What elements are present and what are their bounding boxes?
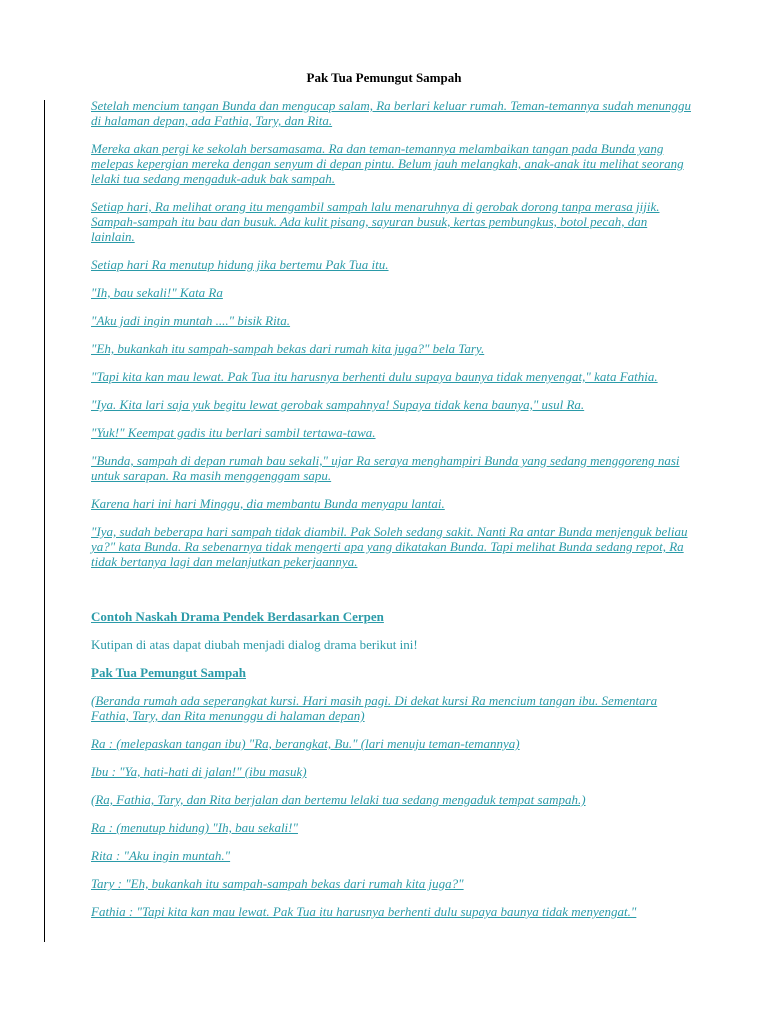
drama-line[interactable]: Fathia : "Tapi kita kan mau lewat. Pak Tua itu harusnya berhenti dulu supaya baunya tidak menyengat." xyxy=(91,904,637,919)
story-paragraph[interactable]: "Iya. Kita lari saja yuk begitu lewat gerobak sampahnya! Supaya tidak kena baunya," usul Ra. xyxy=(91,397,585,412)
document-title: Pak Tua Pemungut Sampah xyxy=(306,70,462,85)
story-paragraph[interactable]: "Tapi kita kan mau lewat. Pak Tua itu harusnya berhenti dulu supaya baunya tidak menyengat," kata Fathia. xyxy=(91,369,658,384)
drama-line[interactable]: Ra : (melepaskan tangan ibu) "Ra, berangkat, Bu." (lari menuju teman-temannya) xyxy=(91,736,520,751)
story-paragraph[interactable]: "Bunda, sampah di depan rumah bau sekali," ujar Ra seraya menghampiri Bunda yang sedang menggoreng nasi untuk sarapan. Ra masih menggenggam sapu. xyxy=(91,453,680,483)
story-paragraph[interactable]: "Yuk!" Keempat gadis itu berlari sambil tertawa-tawa. xyxy=(91,425,376,440)
story-paragraph[interactable]: Karena hari ini hari Minggu, dia membantu Bunda menyapu lantai. xyxy=(91,496,445,511)
story-paragraph[interactable]: "Eh, bukankah itu sampah-sampah bekas dari rumah kita juga?" bela Tary. xyxy=(91,341,485,356)
story-paragraph[interactable]: "Iya, sudah beberapa hari sampah tidak diambil. Pak Soleh sedang sakit. Nanti Ra antar Bunda menjenguk beliau ya?" kata Bunda. Ra sebenarnya tidak mengerti apa yang dikatakan Bunda. Tapi melihat Bunda sedang repot, Ra tidak bertanya lagi dan melanjutkan pekerjaannya. xyxy=(91,524,688,569)
drama-line[interactable]: Ibu : "Ya, hati-hati di jalan!" (ibu masuk) xyxy=(91,764,307,779)
story-paragraph[interactable]: Setelah mencium tangan Bunda dan mengucap salam, Ra berlari keluar rumah. Teman-temannya sudah menunggu di halaman depan, ada Fathia, Tary, dan Rita. xyxy=(91,98,691,128)
story-paragraph[interactable]: Setiap hari, Ra melihat orang itu mengambil sampah lalu menaruhnya di gerobak dorong tanpa merasa jijik. Sampah-sampah itu bau dan busuk. Ada kulit pisang, sayuran busuk, kertas pembungkus, botol pecah, dan lainlain. xyxy=(91,199,660,244)
story-paragraph[interactable]: Setiap hari Ra menutup hidung jika bertemu Pak Tua itu. xyxy=(91,257,389,272)
story-paragraph[interactable]: "Aku jadi ingin muntah ...." bisik Rita. xyxy=(91,313,291,328)
story-paragraph[interactable]: Mereka akan pergi ke sekolah bersamasama. Ra dan teman-temannya melambaikan tangan pada Bunda yang melepas kepergian mereka dengan senyum di depan pintu. Belum jauh melangkah, anak-anak itu melihat seorang lelaki tua sedang mengaduk-aduk bak sampah. xyxy=(91,141,684,186)
section-heading[interactable]: Contoh Naskah Drama Pendek Berdasarkan Cerpen xyxy=(91,609,384,624)
drama-title[interactable]: Pak Tua Pemungut Sampah xyxy=(91,665,246,680)
drama-line[interactable]: Ra : (menutup hidung) "Ih, bau sekali!" xyxy=(91,820,298,835)
drama-line[interactable]: (Ra, Fathia, Tary, dan Rita berjalan dan bertemu lelaki tua sedang mengaduk tempat sampah.) xyxy=(91,792,586,807)
margin-rule xyxy=(44,100,45,942)
drama-line[interactable]: (Beranda rumah ada seperangkat kursi. Hari masih pagi. Di dekat kursi Ra mencium tangan ibu. Sementara Fathia, Tary, dan Rita menunggu di halaman depan) xyxy=(91,693,658,723)
drama-line[interactable]: Tary : "Eh, bukankah itu sampah-sampah bekas dari rumah kita juga?" xyxy=(91,876,464,891)
document-body xyxy=(91,98,691,932)
story-paragraph[interactable]: "Ih, bau sekali!" Kata Ra xyxy=(91,285,223,300)
drama-line[interactable]: Rita : "Aku ingin muntah." xyxy=(91,848,231,863)
section-intro: Kutipan di atas dapat diubah menjadi dialog drama berikut ini! xyxy=(91,637,418,652)
